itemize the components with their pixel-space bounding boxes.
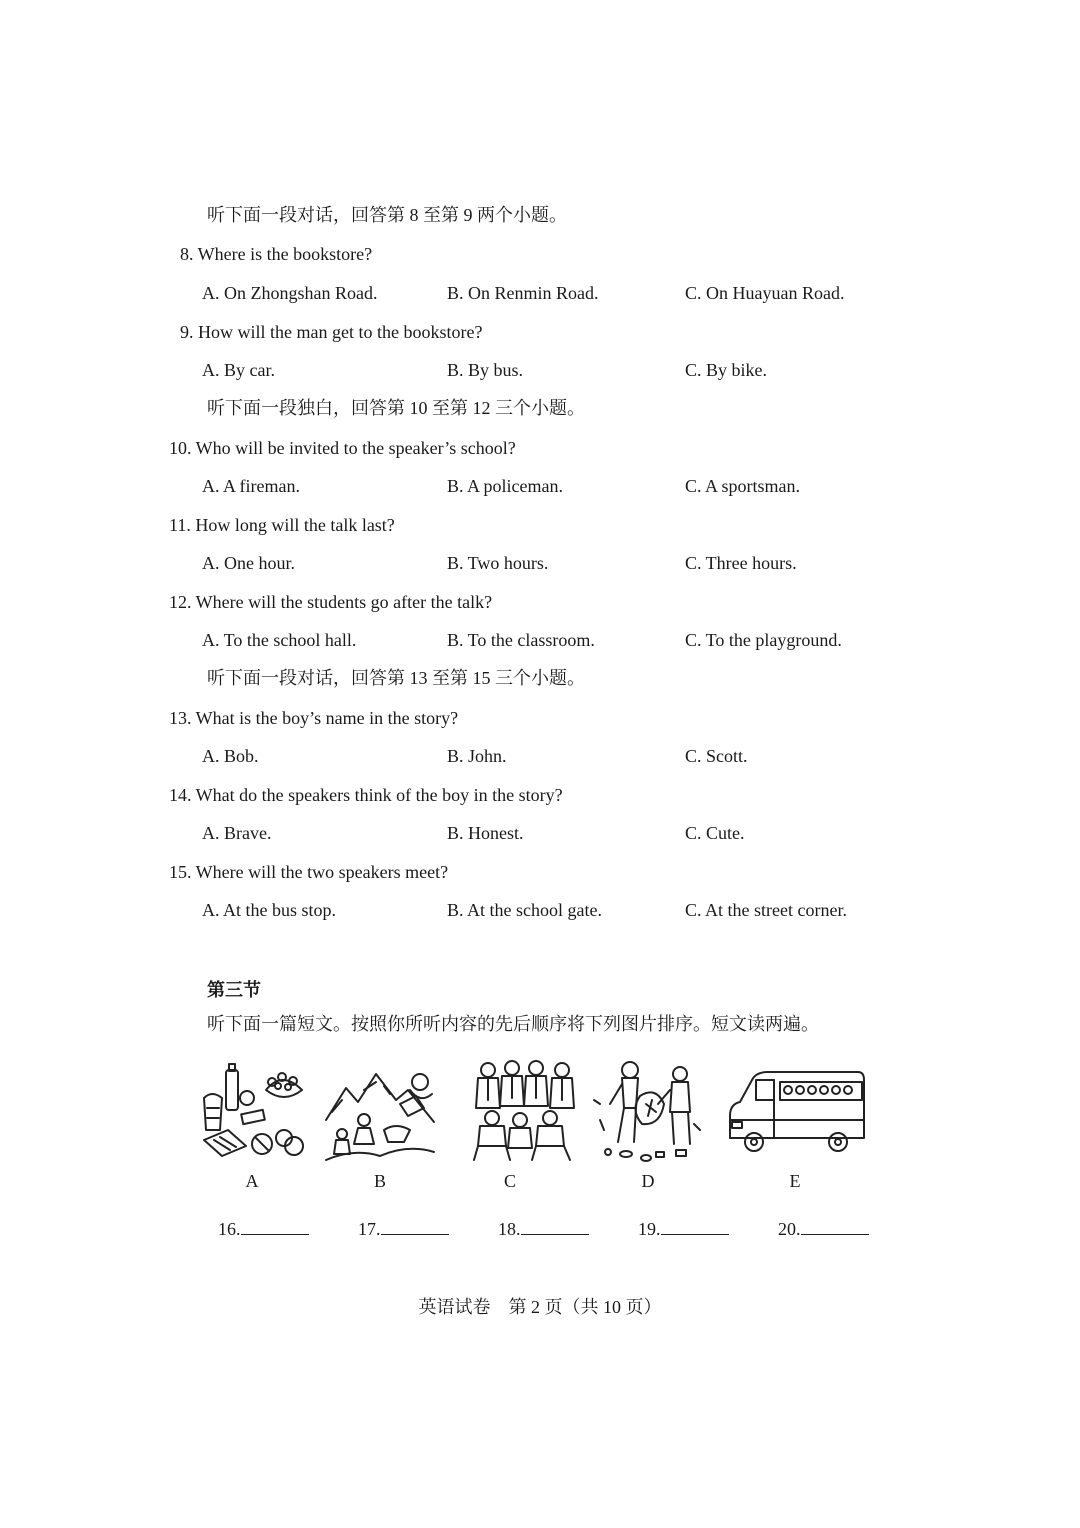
instruction-13-15: 听下面一段对话，回答第 13 至第 15 三个小题。	[207, 668, 585, 688]
option-8b: B. On Renmin Road.	[447, 283, 599, 303]
section-instruction: 听下面一篇短文。按照你所听内容的先后顺序将下列图片排序。短文读两遍。	[207, 1014, 819, 1034]
option-15b: B. At the school gate.	[447, 900, 602, 920]
food-picnic-icon	[198, 1060, 310, 1165]
question-11: 11. How long will the talk last?	[169, 515, 395, 535]
option-13c: C. Scott.	[685, 746, 748, 766]
option-11c: C. Three hours.	[685, 553, 797, 573]
question-10: 10. Who will be invited to the speaker’s school?	[169, 438, 516, 458]
answer-blank-20[interactable]	[778, 1216, 869, 1240]
option-9c: C. By bike.	[685, 360, 768, 380]
option-11b: B. Two hours.	[447, 553, 549, 573]
blank-number: 20.	[778, 1219, 801, 1239]
option-15c: C. At the street corner.	[685, 900, 847, 920]
blank-number: 17.	[358, 1219, 381, 1239]
option-13b: B. John.	[447, 746, 507, 766]
question-12: 12. Where will the students go after the talk?	[169, 592, 493, 612]
school-bus-icon	[726, 1060, 866, 1165]
mountain-climbing-icon	[324, 1060, 436, 1165]
picture-label-d: D	[641, 1171, 655, 1191]
answer-blank-19[interactable]	[638, 1216, 729, 1240]
option-9a: A. By car.	[202, 360, 275, 380]
option-8c: C. On Huayuan Road.	[685, 283, 845, 303]
question-8: 8. Where is the bookstore?	[180, 244, 373, 264]
answer-blank-16[interactable]	[218, 1216, 309, 1240]
instruction-10-12: 听下面一段独白，回答第 10 至第 12 三个小题。	[207, 398, 585, 418]
option-10c: C. A sportsman.	[685, 476, 801, 496]
question-9: 9. How will the man get to the bookstore?	[180, 322, 483, 342]
page-footer: 英语试卷 第 2 页（共 10 页）	[418, 1297, 662, 1317]
option-15a: A. At the bus stop.	[202, 900, 337, 920]
students-group-icon	[470, 1060, 582, 1165]
option-10a: A. A fireman.	[202, 476, 300, 496]
option-13a: A. Bob.	[202, 746, 259, 766]
section-title: 第三节	[207, 980, 261, 1001]
picture-label-b: B	[373, 1171, 386, 1191]
option-14b: B. Honest.	[447, 823, 524, 843]
answer-blank-18[interactable]	[498, 1216, 589, 1240]
option-12a: A. To the school hall.	[202, 630, 357, 650]
blank-number: 16.	[218, 1219, 241, 1239]
picture-label-e: E	[789, 1171, 801, 1191]
option-11a: A. One hour.	[202, 553, 295, 573]
picking-litter-icon	[590, 1060, 702, 1165]
option-8a: A. On Zhongshan Road.	[202, 283, 378, 303]
question-15: 15. Where will the two speakers meet?	[169, 862, 449, 882]
option-9b: B. By bus.	[447, 360, 524, 380]
picture-label-c: C	[503, 1171, 516, 1191]
option-12b: B. To the classroom.	[447, 630, 595, 650]
instruction-8-9: 听下面一段对话，回答第 8 至第 9 两个小题。	[207, 205, 567, 225]
answer-blank-17[interactable]	[358, 1216, 449, 1240]
blank-number: 19.	[638, 1219, 661, 1239]
blank-number: 18.	[498, 1219, 521, 1239]
picture-label-a: A	[245, 1171, 259, 1191]
option-14c: C. Cute.	[685, 823, 745, 843]
option-12c: C. To the playground.	[685, 630, 842, 650]
question-13: 13. What is the boy’s name in the story?	[169, 708, 459, 728]
option-14a: A. Brave.	[202, 823, 272, 843]
option-10b: B. A policeman.	[447, 476, 563, 496]
question-14: 14. What do the speakers think of the boy in the story?	[169, 785, 563, 805]
